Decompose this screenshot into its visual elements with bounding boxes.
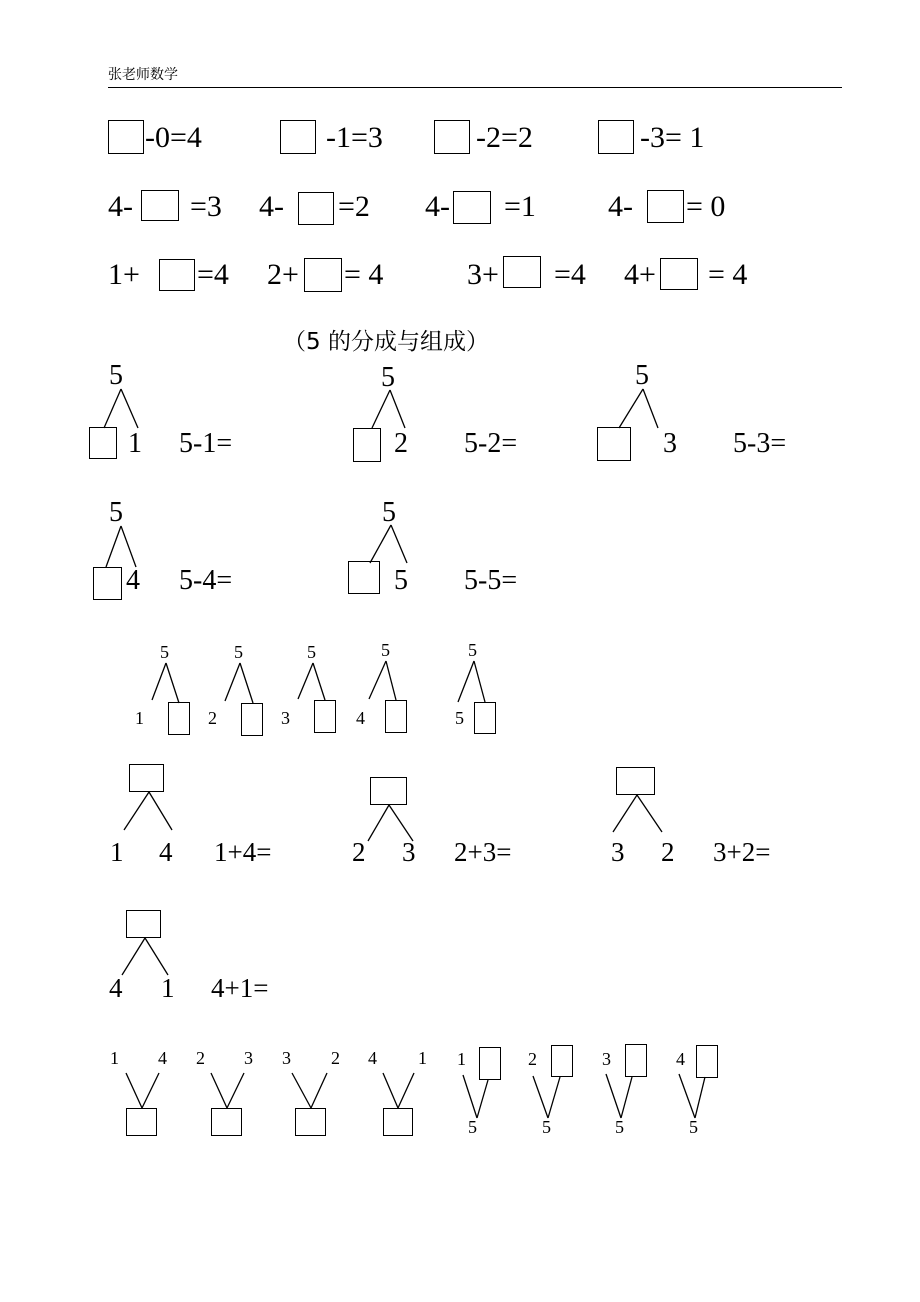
answer-box[interactable] — [126, 1108, 157, 1136]
tree-line — [372, 390, 390, 428]
tree-part-number: 2 — [394, 428, 408, 459]
answer-box[interactable] — [385, 700, 407, 733]
tree-part-number: 3 — [402, 837, 416, 867]
equation-text: = 0 — [686, 190, 726, 223]
tree-top-number: 5 — [381, 640, 390, 660]
answer-box[interactable] — [126, 910, 161, 938]
tree-line — [621, 1077, 632, 1118]
tree-sum-number: 5 — [615, 1117, 624, 1137]
tree-line — [391, 525, 407, 563]
tree-part-number: 4 — [159, 837, 173, 867]
equation-text: 1+4= — [214, 837, 272, 867]
tree-part-number: 2 — [352, 837, 366, 867]
tree-line — [368, 805, 389, 841]
tree-line — [548, 1077, 560, 1118]
equation-text: 2+3= — [454, 837, 512, 867]
answer-box[interactable] — [370, 777, 407, 805]
tree-line — [145, 938, 168, 975]
equation-text: 4- — [425, 190, 450, 223]
tree-part-number: 5 — [394, 565, 408, 596]
tree-part-number: 3 — [611, 837, 625, 867]
tree-line — [104, 389, 121, 428]
tree-top-number: 5 — [381, 362, 395, 393]
tree-line — [211, 1073, 227, 1108]
answer-box[interactable] — [93, 567, 122, 600]
tree-sum-number: 5 — [468, 1117, 477, 1137]
tree-line — [458, 661, 474, 702]
equation-text: 3+ — [467, 258, 499, 291]
tree-part-number: 5 — [455, 708, 464, 728]
tree-part-number: 1 — [161, 973, 175, 1003]
tree-line — [383, 1073, 398, 1108]
answer-box[interactable] — [597, 427, 631, 461]
equation-text: -2=2 — [476, 121, 533, 154]
tree-line — [637, 795, 662, 832]
tree-line — [606, 1074, 621, 1118]
answer-box[interactable] — [129, 764, 164, 792]
tree-line — [152, 663, 166, 700]
answer-box[interactable] — [625, 1044, 647, 1077]
tree-top-number: 5 — [635, 360, 649, 391]
equation-text: 5-3= — [733, 428, 787, 459]
tree-part-number: 1 — [110, 837, 124, 867]
tree-top-number: 5 — [234, 642, 243, 662]
tree-line — [533, 1076, 548, 1118]
tree-line — [106, 526, 121, 567]
tree-part-number: 3 — [282, 1048, 291, 1068]
tree-part-number: 1 — [110, 1048, 119, 1068]
equation-text: 4- — [608, 190, 633, 223]
tree-top-number: 5 — [109, 497, 123, 528]
tree-top-number: 5 — [109, 360, 123, 391]
tree-line — [695, 1077, 705, 1118]
tree-line — [463, 1075, 477, 1118]
tree-part-number: 3 — [281, 708, 290, 728]
tree-part-number: 4 — [126, 565, 140, 596]
equation-text: 3+2= — [713, 837, 771, 867]
answer-box[interactable] — [383, 1108, 413, 1136]
answer-box[interactable] — [353, 428, 381, 462]
tree-line — [149, 792, 172, 830]
answer-box[interactable] — [551, 1045, 573, 1077]
tree-line — [240, 663, 253, 703]
equation-text: =3 — [190, 190, 222, 223]
tree-line — [390, 390, 405, 428]
equation-text: 5-5= — [464, 565, 518, 596]
tree-part-number: 2 — [528, 1049, 537, 1069]
tree-sum-number: 5 — [689, 1117, 698, 1137]
tree-line — [619, 389, 643, 428]
tree-part-number: 1 — [457, 1049, 466, 1069]
tree-line — [166, 663, 179, 703]
tree-line — [477, 1080, 488, 1118]
tree-line — [643, 389, 658, 428]
equation-text: 5-2= — [464, 428, 518, 459]
equation-text: =1 — [504, 190, 536, 223]
tree-line — [370, 525, 391, 563]
tree-part-number: 4 — [356, 708, 365, 728]
equation-text: 4+ — [624, 258, 656, 291]
equation-text: =4 — [554, 258, 586, 291]
tree-part-number: 4 — [368, 1048, 377, 1068]
tree-line — [225, 663, 240, 701]
equation-text: 1+ — [108, 258, 140, 291]
tree-part-number: 2 — [196, 1048, 205, 1068]
equation-text: 4- — [108, 190, 133, 223]
answer-box[interactable] — [348, 561, 380, 594]
tree-line — [124, 792, 149, 830]
tree-part-number: 3 — [663, 428, 677, 459]
tree-line — [389, 805, 413, 841]
tree-top-number: 5 — [468, 640, 477, 660]
tree-line — [126, 1073, 142, 1108]
answer-box[interactable] — [168, 702, 190, 735]
tree-line — [679, 1074, 695, 1118]
equation-text: 4- — [259, 190, 284, 223]
equation-text: = 4 — [344, 258, 384, 291]
tree-line — [142, 1073, 159, 1108]
answer-box[interactable] — [295, 1108, 326, 1136]
tree-part-number: 2 — [331, 1048, 340, 1068]
tree-line — [227, 1073, 244, 1108]
answer-box[interactable] — [474, 702, 496, 734]
tree-part-number: 4 — [158, 1048, 167, 1068]
answer-box[interactable] — [616, 767, 655, 795]
answer-box[interactable] — [479, 1047, 501, 1080]
tree-line — [311, 1073, 327, 1108]
equation-text: -0=4 — [145, 121, 202, 154]
tree-top-number: 5 — [307, 642, 316, 662]
answer-box[interactable] — [89, 427, 117, 459]
header-label: 张老师数学 — [108, 68, 178, 83]
tree-part-number: 4 — [676, 1049, 685, 1069]
equation-text: 4+1= — [211, 973, 269, 1003]
equation-text: 5-1= — [179, 428, 233, 459]
tree-part-number: 1 — [128, 428, 142, 459]
answer-box[interactable] — [241, 703, 263, 736]
tree-line — [398, 1073, 414, 1108]
tree-part-number: 2 — [661, 837, 675, 867]
tree-line — [613, 795, 637, 832]
equation-text: =2 — [338, 190, 370, 223]
section-title: （5 的分成与组成） — [283, 329, 489, 355]
tree-line — [122, 938, 145, 975]
tree-part-number: 1 — [135, 708, 144, 728]
answer-box[interactable] — [211, 1108, 242, 1136]
tree-part-number: 3 — [244, 1048, 253, 1068]
tree-part-number: 4 — [109, 973, 123, 1003]
tree-top-number: 5 — [160, 642, 169, 662]
tree-top-number: 5 — [382, 497, 396, 528]
equation-text: -1=3 — [326, 121, 383, 154]
tree-part-number: 2 — [208, 708, 217, 728]
tree-line — [369, 661, 386, 699]
equation-text: -3= 1 — [640, 121, 705, 154]
equation-text: 5-4= — [179, 565, 233, 596]
tree-part-number: 1 — [418, 1048, 427, 1068]
equation-text: 2+ — [267, 258, 299, 291]
answer-box[interactable] — [314, 700, 336, 733]
equation-text: =4 — [197, 258, 229, 291]
answer-box[interactable] — [696, 1045, 718, 1078]
tree-part-number: 3 — [602, 1049, 611, 1069]
tree-line — [121, 389, 138, 428]
tree-line — [298, 663, 313, 699]
tree-line — [474, 661, 485, 702]
tree-sum-number: 5 — [542, 1117, 551, 1137]
tree-line — [313, 663, 325, 700]
tree-line — [292, 1073, 311, 1108]
tree-line — [386, 661, 396, 700]
equation-text: = 4 — [708, 258, 748, 291]
tree-line — [121, 526, 136, 567]
